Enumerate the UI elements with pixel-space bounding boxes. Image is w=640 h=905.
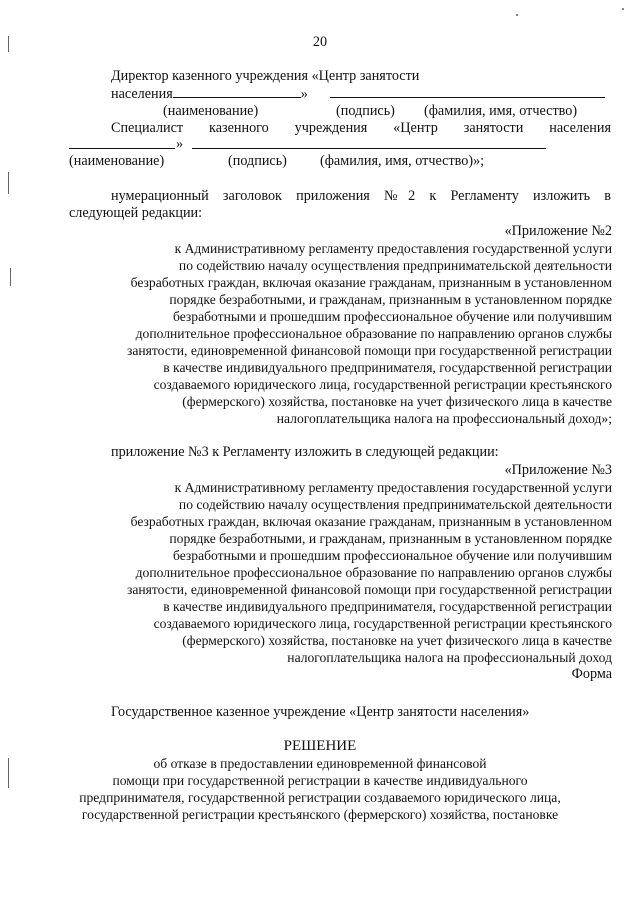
decision-subtitle-line: помощи при государственной регистрации в качестве индивидуального (112, 773, 528, 788)
appendix-3-title: «Приложение №3 (504, 462, 612, 478)
appendix-3-heading-line: к Административному регламенту предоставления государственной услуги (174, 480, 612, 495)
appendix-3-heading-line: создаваемого юридического лица, государственной регистрации крестьянского (153, 616, 612, 631)
appendix-2-heading-line: по содействию началу осуществления предпринимательской деятельности (178, 258, 612, 273)
director-line-2 (111, 85, 308, 103)
institution-name: Государственное казенное учреждение «Центр занятости населения» (111, 704, 530, 720)
scan-dot (622, 8, 624, 10)
specialist-caption-sign: (подпись) (228, 153, 287, 169)
director-line-1: Директор казенного учреждения «Центр занятости (111, 68, 420, 84)
caption-name: (наименование) (163, 103, 259, 119)
specialist-sign-blank (192, 148, 546, 149)
appendix-3-heading-line: (фермерского) хозяйства, постановке на учет физического лица в качестве (182, 633, 612, 648)
appendix-3-heading-line: по содействию началу осуществления предпринимательской деятельности (178, 497, 612, 512)
appendix-3-heading-line: дополнительное профессиональное образование по направлению органов службы (135, 565, 612, 580)
decision-subtitle-line: государственной регистрации крестьянского (фермерского) хозяйства, постановке (81, 807, 559, 822)
director-line-2-prefix: населения (111, 86, 173, 102)
amendment-2-intro-line-1: нумерационный заголовок приложения №2 к Регламенту изложить в (111, 188, 611, 204)
appendix-2-heading-line: порядке безработными, и гражданам, признанным в установленном порядке (169, 292, 612, 307)
caption-sign: (подпись) (336, 103, 395, 119)
scan-dot (516, 14, 518, 16)
scan-margin-mark (10, 268, 11, 286)
scan-margin-mark (8, 172, 9, 194)
appendix-2-heading-line: безработных граждан, включая оказание гражданам, признанным в установленном (130, 275, 612, 290)
appendix-2-heading-line: дополнительное профессиональное образование по направлению органов службы (135, 326, 612, 341)
appendix-3-heading-line: безработными и прошедшим профессиональное обучение или получившим (172, 548, 612, 563)
specialist-caption-fio: (фамилия, имя, отчество)»; (320, 153, 485, 169)
form-label: Форма (571, 666, 612, 682)
specialist-line-1: Специалист казенного учреждения «Центр занятости населения (111, 120, 611, 136)
appendix-2-heading-line: (фермерского) хозяйства, постановке на учет физического лица в качестве (182, 394, 612, 409)
appendix-2-heading-line: создаваемого юридического лица, государственной регистрации крестьянского (153, 377, 612, 392)
amendment-3-intro: приложение №3 к Регламенту изложить в следующей редакции: (111, 444, 499, 460)
decision-title: РЕШЕНИЕ (283, 738, 357, 754)
appendix-2-heading-line: налогоплательщика налога на профессиональный доход»; (276, 411, 612, 426)
caption-fio: (фамилия, имя, отчество) (424, 103, 578, 119)
appendix-2-heading-line: в качестве индивидуального предпринимателя, государственной регистрации (163, 360, 612, 375)
name-blank (173, 85, 301, 98)
appendix-2-title: «Приложение №2 (504, 223, 612, 239)
specialist-quote-close: » (176, 136, 184, 152)
quote-close: » (300, 86, 308, 102)
appendix-3-heading-line: порядке безработными, и гражданам, признанным в установленном порядке (169, 531, 612, 546)
specialist-name-blank (69, 148, 175, 149)
appendix-2-heading-line: безработными и прошедшим профессиональное обучение или получившим (172, 309, 612, 324)
appendix-2-heading-line: занятости, единовременной финансовой помощи при государственной регистрации (126, 343, 612, 358)
decision-subtitle-line: об отказе в предоставлении единовременной финансовой (153, 756, 487, 771)
specialist-caption-name: (наименование) (69, 153, 165, 169)
page-number: 20 (312, 34, 328, 50)
signature-blank-line (330, 97, 605, 98)
decision-subtitle-line: предпринимателя, государственной регистрации создаваемого юридического лица, (79, 790, 561, 805)
appendix-3-heading-line: занятости, единовременной финансовой помощи при государственной регистрации (126, 582, 612, 597)
appendix-3-heading-line: безработных граждан, включая оказание гражданам, признанным в установленном (130, 514, 612, 529)
appendix-3-heading-line: в качестве индивидуального предпринимателя, государственной регистрации (163, 599, 612, 614)
amendment-2-intro-line-2: следующей редакции: (69, 205, 203, 221)
appendix-3-heading-line: налогоплательщика налога на профессиональный доход (287, 650, 612, 665)
appendix-2-heading-line: к Административному регламенту предоставления государственной услуги (174, 241, 612, 256)
